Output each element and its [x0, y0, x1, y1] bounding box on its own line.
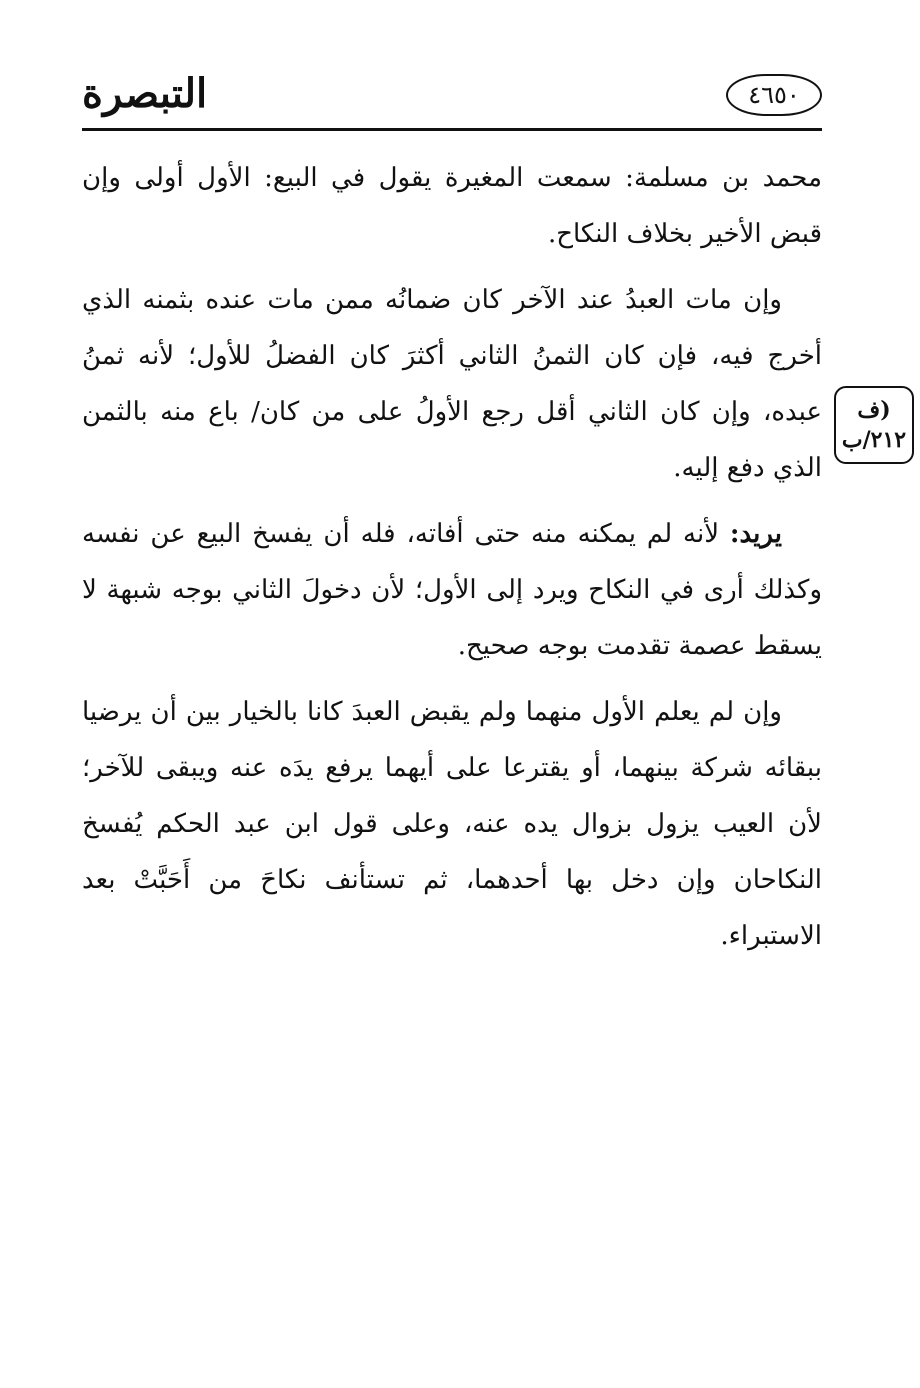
header-rule — [82, 128, 822, 131]
body-text — [82, 150, 822, 974]
paragraph-text: محمد بن مسلمة: سمعت المغيرة يقول في البيع: الأول أولى وإن قبض الأخير بخلاف النكاح. — [82, 163, 822, 249]
running-title: التبصرة — [82, 70, 208, 117]
page-number: ٤٦٥٠ — [748, 81, 800, 109]
paragraph-lead-word: يريد: — [729, 519, 782, 549]
margin-reference-line1: (ف — [857, 397, 891, 423]
paragraph — [82, 506, 822, 674]
page-header — [82, 66, 822, 130]
paragraph — [82, 150, 822, 262]
margin-reference-line2: ٢١٢/ب — [841, 427, 907, 453]
margin-reference-box — [834, 386, 914, 464]
paragraph-text: وإن لم يعلم الأول منهما ولم يقبض العبدَ كانا بالخيار بين أن يرضيا ببقائه شركة بينهما، أو يقترعا على أيهما يرفع يدَه عنه ويبقى للآخر؛ لأن العيب يزول بزوال يده عنه، وعلى قول ابن عبد الحكم يُفسخ النكاحان وإن دخل بها أحدهما، ثم تستأنف نكاحَ من أَحَبَّتْ بعد الاستبراء. — [82, 697, 822, 951]
paragraph — [82, 684, 822, 964]
paragraph-text: وإن مات العبدُ عند الآخر كان ضمانُه ممن مات عنده بثمنه الذي أخرج فيه، فإن كان الثمنُ الثاني أكثرَ كان الفضلُ للأول؛ لأنه ثمنُ عبده، وإن كان الثاني أقل رجع الأولُ على من كان/ باع منه بالثمن الذي دفع إليه. — [82, 285, 822, 483]
paragraph-text: لأنه لم يمكنه منه حتى أفاته، فله أن يفسخ البيع عن نفسه وكذلك أرى في النكاح ويرد إلى الأول؛ لأن دخولَ الثاني بوجه شبهة لا يسقط عصمة تقدمت بوجه صحيح. — [82, 519, 822, 661]
page-number-badge — [726, 74, 822, 116]
paragraph — [82, 272, 822, 496]
